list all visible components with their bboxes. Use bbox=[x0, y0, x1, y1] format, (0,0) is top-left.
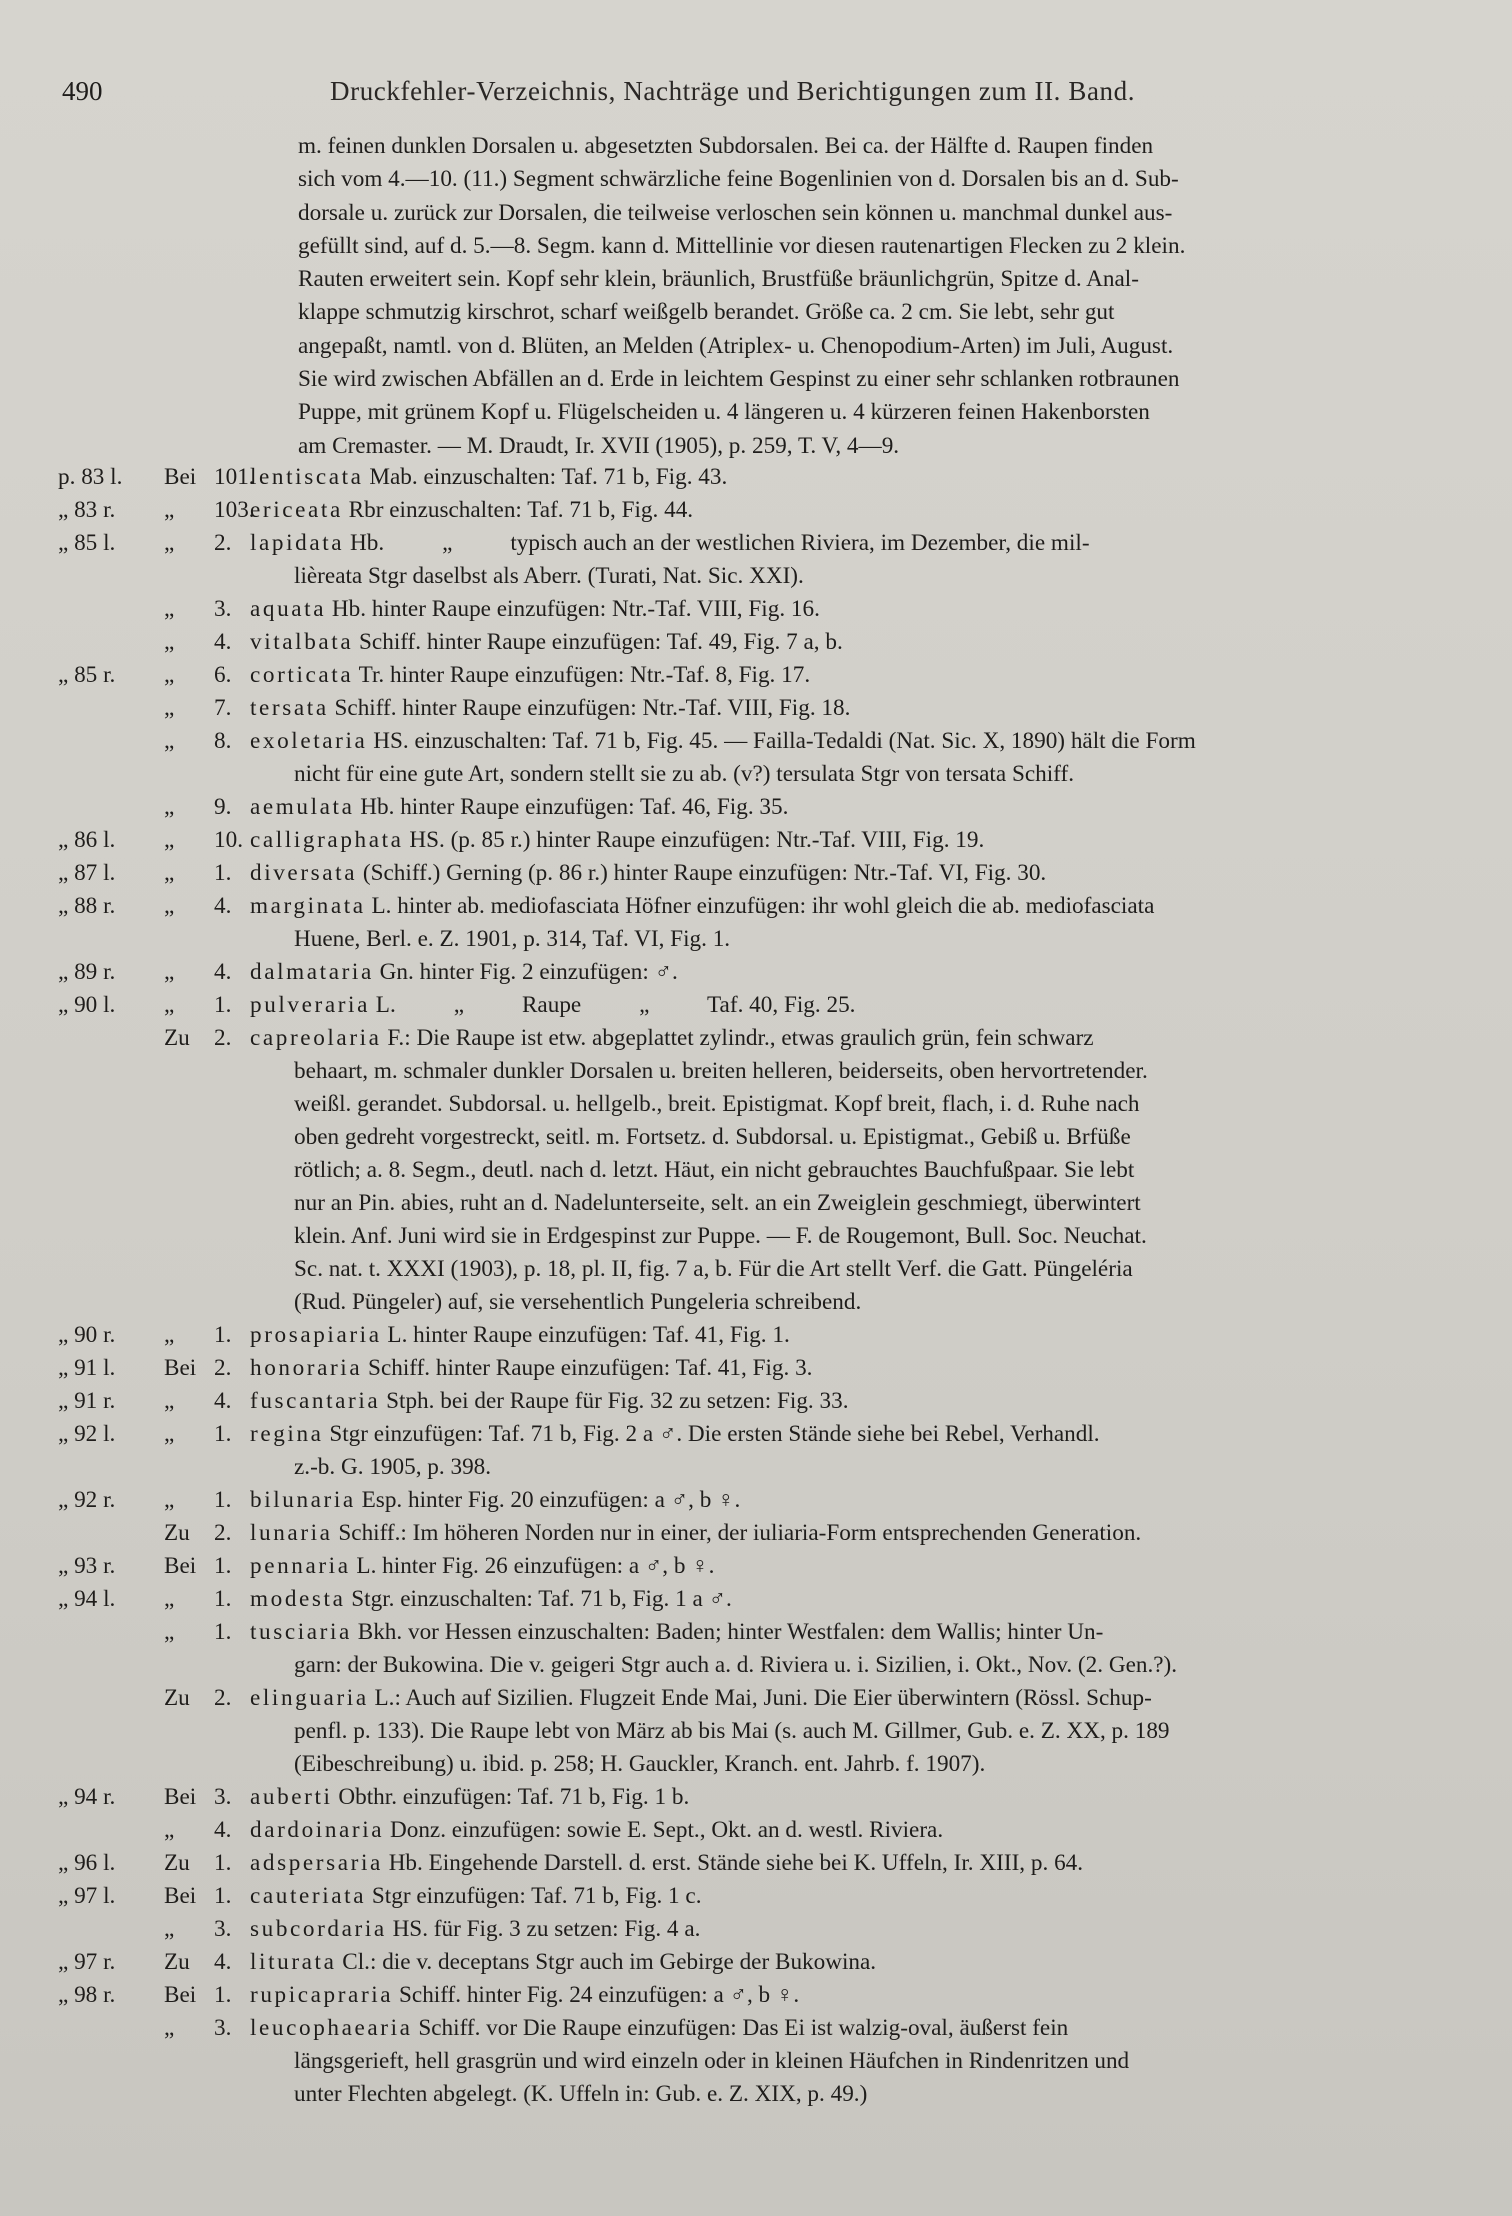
correction-entry bbox=[0, 1319, 1512, 1352]
species-name: honoraria bbox=[250, 1355, 363, 1381]
species-name: tusciaria bbox=[250, 1619, 352, 1645]
entry-line-first: pulveraria L. „ Raupe „ Taf. 40, Fig. 25. bbox=[250, 992, 856, 1018]
entry-text bbox=[250, 989, 1432, 1022]
species-number: 3. bbox=[214, 1784, 232, 1810]
correction-entry bbox=[0, 1022, 1512, 1319]
correction-entry bbox=[0, 1352, 1512, 1385]
species-name: ericeata bbox=[250, 497, 343, 523]
entry-line-first: cauteriata Stgr einzufügen: Taf. 71 b, Fig. 1 c. bbox=[250, 1883, 702, 1909]
species-name: dardoinaria bbox=[250, 1817, 385, 1843]
entry-line-first: dalmataria Gn. hinter Fig. 2 einzufügen: ♂. bbox=[250, 959, 678, 985]
entry-line-first: auberti Obthr. einzufügen: Taf. 71 b, Fig. 1 b. bbox=[250, 1784, 690, 1810]
entry-text bbox=[250, 1022, 1432, 1319]
entry-text bbox=[250, 1847, 1432, 1880]
species-number: 4. bbox=[214, 629, 232, 655]
entry-text bbox=[250, 1979, 1432, 2012]
entry-line-first: aquata Hb. hinter Raupe einzufügen: Ntr.-Taf. VIII, Fig. 16. bbox=[250, 596, 820, 622]
entry-text bbox=[250, 1418, 1432, 1484]
species-number: 2. bbox=[214, 1025, 232, 1051]
entry-prefix: „ bbox=[164, 1586, 175, 1612]
correction-entry bbox=[0, 890, 1512, 956]
intro-line: m. feinen dunklen Dorsalen u. abgesetzten Subdorsalen. Bei ca. der Hälfte d. Raupen finden bbox=[298, 133, 1154, 159]
entry-text bbox=[250, 2012, 1432, 2111]
entry-text bbox=[250, 494, 1432, 527]
entry-line-first: exoletaria HS. einzuschalten: Taf. 71 b, Fig. 45. — Failla-Tedaldi (Nat. Sic. X, 1890) hält die Form bbox=[250, 728, 1196, 754]
species-name: lentiscata bbox=[250, 464, 364, 490]
entry-text bbox=[250, 1946, 1432, 1979]
entry-text bbox=[250, 1880, 1432, 1913]
entry-prefix: „ bbox=[164, 1916, 175, 1942]
species-name: auberti bbox=[250, 1784, 333, 1810]
species-number: 1. bbox=[214, 1487, 232, 1513]
page-reference: „ 83 r. bbox=[58, 497, 116, 523]
correction-entry bbox=[0, 1880, 1512, 1913]
entry-text bbox=[250, 1319, 1432, 1352]
species-number: 1. bbox=[214, 1883, 232, 1909]
correction-entry bbox=[0, 1418, 1512, 1484]
intro-line: am Cremaster. — M. Draudt, Ir. XVII (1905), p. 259, T. V, 4—9. bbox=[298, 432, 900, 459]
species-number: 1. bbox=[214, 1553, 232, 1579]
entry-line-continuation: garn: der Bukowina. Die v. geigeri Stgr auch a. d. Riviera u. i. Sizilien, i. Okt., Nov. (2. Gen.?). bbox=[294, 1652, 1178, 1678]
entry-text bbox=[250, 692, 1432, 725]
entry-prefix: Zu bbox=[164, 1850, 190, 1876]
species-name: capreolaria bbox=[250, 1025, 382, 1051]
correction-entry bbox=[0, 725, 1512, 791]
entry-line-continuation: klein. Anf. Juni wird sie in Erdgespinst zur Puppe. — F. de Rougemont, Bull. Soc. Neuchat. bbox=[294, 1223, 1147, 1249]
correction-entry bbox=[0, 2012, 1512, 2111]
species-name: diversata bbox=[250, 860, 358, 886]
entry-line-first: regina Stgr einzufügen: Taf. 71 b, Fig. 2 a ♂. Die ersten Stände siehe bei Rebel, Verhandl. bbox=[250, 1421, 1100, 1447]
species-number: 4. bbox=[214, 1817, 232, 1843]
entry-text bbox=[250, 1517, 1432, 1550]
species-name: modesta bbox=[250, 1586, 346, 1612]
corrections-list bbox=[0, 461, 1512, 2111]
species-name: regina bbox=[250, 1421, 324, 1447]
species-number: 1. bbox=[214, 1982, 232, 2008]
species-number: 6. bbox=[214, 662, 232, 688]
correction-entry bbox=[0, 1682, 1512, 1781]
correction-entry bbox=[0, 593, 1512, 626]
correction-entry bbox=[0, 1847, 1512, 1880]
species-number: 9. bbox=[214, 794, 232, 820]
page-reference: „ 86 l. bbox=[58, 827, 116, 853]
species-number: 1. bbox=[214, 992, 232, 1018]
correction-entry bbox=[0, 956, 1512, 989]
correction-entry bbox=[0, 1583, 1512, 1616]
correction-entry bbox=[0, 1781, 1512, 1814]
correction-entry bbox=[0, 461, 1512, 494]
species-number: 2. bbox=[214, 1355, 232, 1381]
species-name: elinguaria bbox=[250, 1685, 369, 1711]
entry-line-first: corticata Tr. hinter Raupe einzufügen: Ntr.-Taf. 8, Fig. 17. bbox=[250, 662, 811, 688]
page-reference: „ 87 l. bbox=[58, 860, 116, 886]
species-number: 1. bbox=[214, 1586, 232, 1612]
entry-prefix: Zu bbox=[164, 1949, 190, 1975]
species-name: fuscantaria bbox=[250, 1388, 381, 1414]
entry-line-continuation: Huene, Berl. e. Z. 1901, p. 314, Taf. VI, Fig. 1. bbox=[294, 926, 731, 952]
entry-prefix: „ bbox=[164, 992, 175, 1018]
entry-text bbox=[250, 1781, 1432, 1814]
correction-entry bbox=[0, 1946, 1512, 1979]
entry-line-first: elinguaria L.: Auch auf Sizilien. Flugzeit Ende Mai, Juni. Die Eier überwintern (Rössl. Schup- bbox=[250, 1685, 1152, 1711]
species-name: vitalbata bbox=[250, 629, 354, 655]
intro-line: Puppe, mit grünem Kopf u. Flügelscheiden u. 4 längeren u. 4 kürzeren feinen Hakenborsten bbox=[298, 399, 1150, 426]
entry-prefix: „ bbox=[164, 1817, 175, 1843]
species-number: 2. bbox=[214, 1685, 232, 1711]
entry-text bbox=[250, 593, 1432, 626]
species-name: leucophaearia bbox=[250, 2015, 413, 2041]
species-name: dalmataria bbox=[250, 959, 374, 985]
entry-line-continuation: Sc. nat. t. XXXI (1903), p. 18, pl. II, fig. 7 a, b. Für die Art stellt Verf. die Gatt. Püngeléria bbox=[294, 1256, 1133, 1282]
correction-entry bbox=[0, 1616, 1512, 1682]
entry-prefix: „ bbox=[164, 662, 175, 688]
species-number: 103. bbox=[214, 497, 255, 523]
entry-prefix: „ bbox=[164, 1619, 175, 1645]
correction-entry bbox=[0, 824, 1512, 857]
entry-line-first: marginata L. hinter ab. mediofasciata Höfner einzufügen: ihr wohl gleich die ab. mediofasciata bbox=[250, 893, 1155, 919]
species-number: 4. bbox=[214, 893, 232, 919]
entry-line-first: fuscantaria Stph. bei der Raupe für Fig. 32 zu setzen: Fig. 33. bbox=[250, 1388, 849, 1414]
entry-prefix: Bei bbox=[164, 1784, 197, 1810]
entry-text bbox=[250, 1550, 1432, 1583]
entry-line-first: liturata Cl.: die v. deceptans Stgr auch im Gebirge der Bukowina. bbox=[250, 1949, 877, 1975]
species-number: 1. bbox=[214, 1850, 232, 1876]
entry-line-first: leucophaearia Schiff. vor Die Raupe einzufügen: Das Ei ist walzig-oval, äußerst fein bbox=[250, 2015, 1069, 2041]
correction-entry bbox=[0, 1385, 1512, 1418]
entry-line-continuation: z.-b. G. 1905, p. 398. bbox=[294, 1454, 492, 1480]
page-reference: p. 83 l. bbox=[58, 464, 123, 490]
page-reference: „ 85 r. bbox=[58, 662, 116, 688]
correction-entry bbox=[0, 857, 1512, 890]
entry-line-first: rupicapraria Schiff. hinter Fig. 24 einzufügen: a ♂, b ♀. bbox=[250, 1982, 800, 2008]
correction-entry bbox=[0, 1484, 1512, 1517]
page-reference: „ 90 l. bbox=[58, 992, 116, 1018]
entry-line-continuation: unter Flechten abgelegt. (K. Uffeln in: Gub. e. Z. XIX, p. 49.) bbox=[294, 2081, 868, 2107]
entry-prefix: „ bbox=[164, 1487, 175, 1513]
entry-line-first: prosapiaria L. hinter Raupe einzufügen: Taf. 41, Fig. 1. bbox=[250, 1322, 790, 1348]
entry-line-continuation: (Eibeschreibung) u. ibid. p. 258; H. Gauckler, Kranch. ent. Jahrb. f. 1907). bbox=[294, 1751, 986, 1777]
page-reference: „ 92 r. bbox=[58, 1487, 116, 1513]
species-name: liturata bbox=[250, 1949, 337, 1975]
entry-prefix: Bei bbox=[164, 1355, 197, 1381]
species-number: 1. bbox=[214, 1322, 232, 1348]
species-name: rupicapraria bbox=[250, 1982, 394, 2008]
correction-entry bbox=[0, 1913, 1512, 1946]
entry-line-continuation: oben gedreht vorgestreckt, seitl. m. Fortsetz. d. Subdorsal. u. Epistigmat., Gebiß u. Brfüße bbox=[294, 1124, 1131, 1150]
species-number: 101. bbox=[214, 464, 255, 490]
entry-prefix: „ bbox=[164, 2015, 175, 2041]
entry-text bbox=[250, 461, 1432, 494]
page-number: 490 bbox=[62, 76, 103, 106]
entry-line-first: capreolaria F.: Die Raupe ist etw. abgeplattet zylindr., etwas graulich grün, fein schwarz bbox=[250, 1025, 1094, 1051]
entry-prefix: „ bbox=[164, 497, 175, 523]
species-name: tersata bbox=[250, 695, 329, 721]
intro-line: klappe schmutzig kirschrot, scharf weißgelb berandet. Größe ca. 2 cm. Sie lebt, sehr gut bbox=[298, 299, 1115, 326]
entry-line-first: tusciaria Bkh. vor Hessen einzuschalten: Baden; hinter Westfalen: dem Wallis; hinter Un- bbox=[250, 1619, 1104, 1645]
species-number: 2. bbox=[214, 530, 232, 556]
entry-prefix: „ bbox=[164, 959, 175, 985]
entry-prefix: Bei bbox=[164, 1883, 197, 1909]
correction-entry bbox=[0, 791, 1512, 824]
entry-text bbox=[250, 1352, 1432, 1385]
entry-line-first: bilunaria Esp. hinter Fig. 20 einzufügen: a ♂, b ♀. bbox=[250, 1487, 741, 1513]
entry-line-first: ericeata Rbr einzuschalten: Taf. 71 b, Fig. 44. bbox=[250, 497, 694, 523]
entry-text bbox=[250, 1385, 1432, 1418]
page-reference: „ 91 r. bbox=[58, 1388, 116, 1414]
entry-line-first: honoraria Schiff. hinter Raupe einzufügen: Taf. 41, Fig. 3. bbox=[250, 1355, 813, 1381]
species-name: exoletaria bbox=[250, 728, 368, 754]
species-number: 4. bbox=[214, 1388, 232, 1414]
species-number: 8. bbox=[214, 728, 232, 754]
entry-prefix: „ bbox=[164, 530, 175, 556]
entry-line-first: adspersaria Hb. Eingehende Darstell. d. erst. Stände siehe bei K. Uffeln, Ir. XIII, p. 64. bbox=[250, 1850, 1084, 1876]
page-header bbox=[0, 64, 1512, 114]
entry-text bbox=[250, 626, 1432, 659]
species-name: corticata bbox=[250, 662, 354, 688]
entry-prefix: „ bbox=[164, 1421, 175, 1447]
species-name: calligraphata bbox=[250, 827, 404, 853]
entry-line-continuation: lièreata Stgr daselbst als Aberr. (Turati, Nat. Sic. XXI). bbox=[294, 563, 804, 589]
correction-entry bbox=[0, 1814, 1512, 1847]
entry-prefix: „ bbox=[164, 695, 175, 721]
species-number: 1. bbox=[214, 1619, 232, 1645]
page-reference: „ 98 r. bbox=[58, 1982, 116, 2008]
entry-line-continuation: nur an Pin. abies, ruht an d. Nadelunterseite, selt. an ein Zweiglein geschmiegt, überwintert bbox=[294, 1190, 1141, 1216]
entry-text bbox=[250, 527, 1432, 593]
species-number: 3. bbox=[214, 2015, 232, 2041]
entry-prefix: „ bbox=[164, 596, 175, 622]
entry-prefix: Bei bbox=[164, 464, 197, 490]
running-title: Druckfehler-Verzeichnis, Nachträge und Berichtigungen zum II. Band. bbox=[330, 76, 1136, 106]
species-number: 3. bbox=[214, 596, 232, 622]
species-number: 1. bbox=[214, 860, 232, 886]
entry-prefix: „ bbox=[164, 1322, 175, 1348]
correction-entry bbox=[0, 659, 1512, 692]
correction-entry bbox=[0, 527, 1512, 593]
entry-line-continuation: rötlich; a. 8. Segm., deutl. nach d. letzt. Häut, ein nicht gebrauchtes Bauchfußpaar. Sie lebt bbox=[294, 1157, 1135, 1183]
entry-line-first: aemulata Hb. hinter Raupe einzufügen: Taf. 46, Fig. 35. bbox=[250, 794, 789, 820]
entry-text bbox=[250, 956, 1432, 989]
page-reference: „ 93 r. bbox=[58, 1553, 116, 1579]
entry-prefix: „ bbox=[164, 794, 175, 820]
correction-entry bbox=[0, 989, 1512, 1022]
entry-prefix: „ bbox=[164, 728, 175, 754]
entry-line-first: subcordaria HS. für Fig. 3 zu setzen: Fig. 4 a. bbox=[250, 1916, 701, 1942]
page-reference: „ 89 r. bbox=[58, 959, 116, 985]
intro-line: sich vom 4.—10. (11.) Segment schwärzliche feine Bogenlinien von d. Dorsalen bis an d. Sub- bbox=[298, 166, 1179, 193]
entry-line-continuation: behaart, m. schmaler dunkler Dorsalen u. breiten helleren, beiderseits, oben hervortretender. bbox=[294, 1058, 1148, 1084]
page-reference: „ 85 l. bbox=[58, 530, 116, 556]
species-name: aquata bbox=[250, 596, 327, 622]
page-reference: „ 88 r. bbox=[58, 893, 116, 919]
entry-line-first: pennaria L. hinter Fig. 26 einzufügen: a ♂, b ♀. bbox=[250, 1553, 715, 1579]
species-name: pulveraria bbox=[250, 992, 370, 1018]
intro-line: Sie wird zwischen Abfällen an d. Erde in leichtem Gespinst zu einer sehr schlanken rotbraunen bbox=[298, 366, 1180, 393]
entry-prefix: „ bbox=[164, 1388, 175, 1414]
correction-entry bbox=[0, 494, 1512, 527]
entry-line-continuation: (Rud. Püngeler) auf, sie versehentlich Pungeleria schreibend. bbox=[294, 1289, 862, 1315]
entry-text bbox=[250, 1484, 1432, 1517]
entry-line-first: lapidata Hb. „ typisch auch an der westlichen Riviera, im Dezember, die mil- bbox=[250, 530, 1090, 556]
correction-entry bbox=[0, 626, 1512, 659]
correction-entry bbox=[0, 1550, 1512, 1583]
species-number: 3. bbox=[214, 1916, 232, 1942]
entry-line-first: vitalbata Schiff. hinter Raupe einzufügen: Taf. 49, Fig. 7 a, b. bbox=[250, 629, 843, 655]
entry-line-first: calligraphata HS. (p. 85 r.) hinter Raupe einzufügen: Ntr.-Taf. VIII, Fig. 19. bbox=[250, 827, 985, 853]
entry-line-first: diversata (Schiff.) Gerning (p. 86 r.) hinter Raupe einzufügen: Ntr.-Taf. VI, Fig. 30. bbox=[250, 860, 1047, 886]
species-name: prosapiaria bbox=[250, 1322, 382, 1348]
entry-text bbox=[250, 890, 1432, 956]
entry-line-continuation: nicht für eine gute Art, sondern stellt sie zu ab. (v?) tersulata Stgr von tersata Schiff. bbox=[294, 761, 1074, 787]
species-name: lapidata bbox=[250, 530, 345, 556]
page-reference: „ 97 r. bbox=[58, 1949, 116, 1975]
entry-line-continuation: weißl. gerandet. Subdorsal. u. hellgelb., breit. Epistigmat. Kopf breit, flach, i. d. Ruhe nach bbox=[294, 1091, 1140, 1117]
species-name: bilunaria bbox=[250, 1487, 356, 1513]
species-name: aemulata bbox=[250, 794, 355, 820]
entry-line-continuation: längsgerieft, hell grasgrün und wird einzeln oder in kleinen Häufchen in Rindenritzen und bbox=[294, 2048, 1130, 2074]
entry-line-first: tersata Schiff. hinter Raupe einzufügen: Ntr.-Taf. VIII, Fig. 18. bbox=[250, 695, 851, 721]
entry-prefix: Bei bbox=[164, 1553, 197, 1579]
intro-line: angepaßt, namtl. von d. Blüten, an Melden (Atriplex- u. Chenopodium-Arten) im Juli, August. bbox=[298, 332, 1174, 359]
page-reference: „ 96 l. bbox=[58, 1850, 116, 1876]
page-reference: „ 90 r. bbox=[58, 1322, 116, 1348]
entry-prefix: „ bbox=[164, 827, 175, 853]
species-number: 2. bbox=[214, 1520, 232, 1546]
entry-text bbox=[250, 1913, 1432, 1946]
entry-prefix: Zu bbox=[164, 1685, 190, 1711]
species-number: 7. bbox=[214, 695, 232, 721]
entry-text bbox=[250, 725, 1432, 791]
species-name: lunaria bbox=[250, 1520, 333, 1546]
species-number: 10. bbox=[214, 827, 243, 853]
entry-text bbox=[250, 1682, 1432, 1781]
entry-text bbox=[250, 1814, 1432, 1847]
entry-line-first: modesta Stgr. einzuschalten: Taf. 71 b, Fig. 1 a ♂. bbox=[250, 1586, 732, 1612]
intro-line: Rauten erweitert sein. Kopf sehr klein, bräunlich, Brustfüße bräunlichgrün, Spitze d. Anal- bbox=[298, 266, 1139, 293]
species-number: 4. bbox=[214, 1949, 232, 1975]
species-number: 1. bbox=[214, 1421, 232, 1447]
entry-prefix: Zu bbox=[164, 1520, 190, 1546]
species-name: adspersaria bbox=[250, 1850, 383, 1876]
entry-text bbox=[250, 857, 1432, 890]
page-reference: „ 91 l. bbox=[58, 1355, 116, 1381]
correction-entry bbox=[0, 692, 1512, 725]
species-name: pennaria bbox=[250, 1553, 351, 1579]
species-number: 4. bbox=[214, 959, 232, 985]
species-name: marginata bbox=[250, 893, 366, 919]
species-name: cauteriata bbox=[250, 1883, 367, 1909]
entry-prefix: „ bbox=[164, 860, 175, 886]
correction-entry bbox=[0, 1517, 1512, 1550]
intro-line: gefüllt sind, auf d. 5.—8. Segm. kann d. Mittellinie vor diesen rautenartigen Flecken zu 2 klein. bbox=[298, 232, 1186, 259]
page-reference: „ 92 l. bbox=[58, 1421, 116, 1447]
entry-line-first: dardoinaria Donz. einzufügen: sowie E. Sept., Okt. an d. westl. Riviera. bbox=[250, 1817, 944, 1843]
intro-paragraph bbox=[298, 130, 1428, 463]
entry-prefix: „ bbox=[164, 629, 175, 655]
page-reference: „ 94 l. bbox=[58, 1586, 116, 1612]
entry-text bbox=[250, 791, 1432, 824]
page-reference: „ 94 r. bbox=[58, 1784, 116, 1810]
entry-prefix: „ bbox=[164, 893, 175, 919]
species-name: subcordaria bbox=[250, 1916, 387, 1942]
page-reference: „ 97 l. bbox=[58, 1883, 116, 1909]
entry-text bbox=[250, 1583, 1432, 1616]
entry-line-continuation: penfl. p. 133). Die Raupe lebt von März ab bis Mai (s. auch M. Gillmer, Gub. e. Z. XX, p. 189 bbox=[294, 1718, 1170, 1744]
entry-line-first: lunaria Schiff.: Im höheren Norden nur in einer, der iuliaria-Form entsprechenden Generation. bbox=[250, 1520, 1142, 1546]
entry-line-first: lentiscata Mab. einzuschalten: Taf. 71 b, Fig. 43. bbox=[250, 464, 728, 490]
intro-line: dorsale u. zurück zur Dorsalen, die teilweise verloschen sein können u. manchmal dunkel aus- bbox=[298, 199, 1173, 226]
entry-prefix: Bei bbox=[164, 1982, 197, 2008]
entry-prefix: Zu bbox=[164, 1025, 190, 1051]
entry-text bbox=[250, 824, 1432, 857]
entry-text bbox=[250, 659, 1432, 692]
entry-text bbox=[250, 1616, 1432, 1682]
correction-entry bbox=[0, 1979, 1512, 2012]
